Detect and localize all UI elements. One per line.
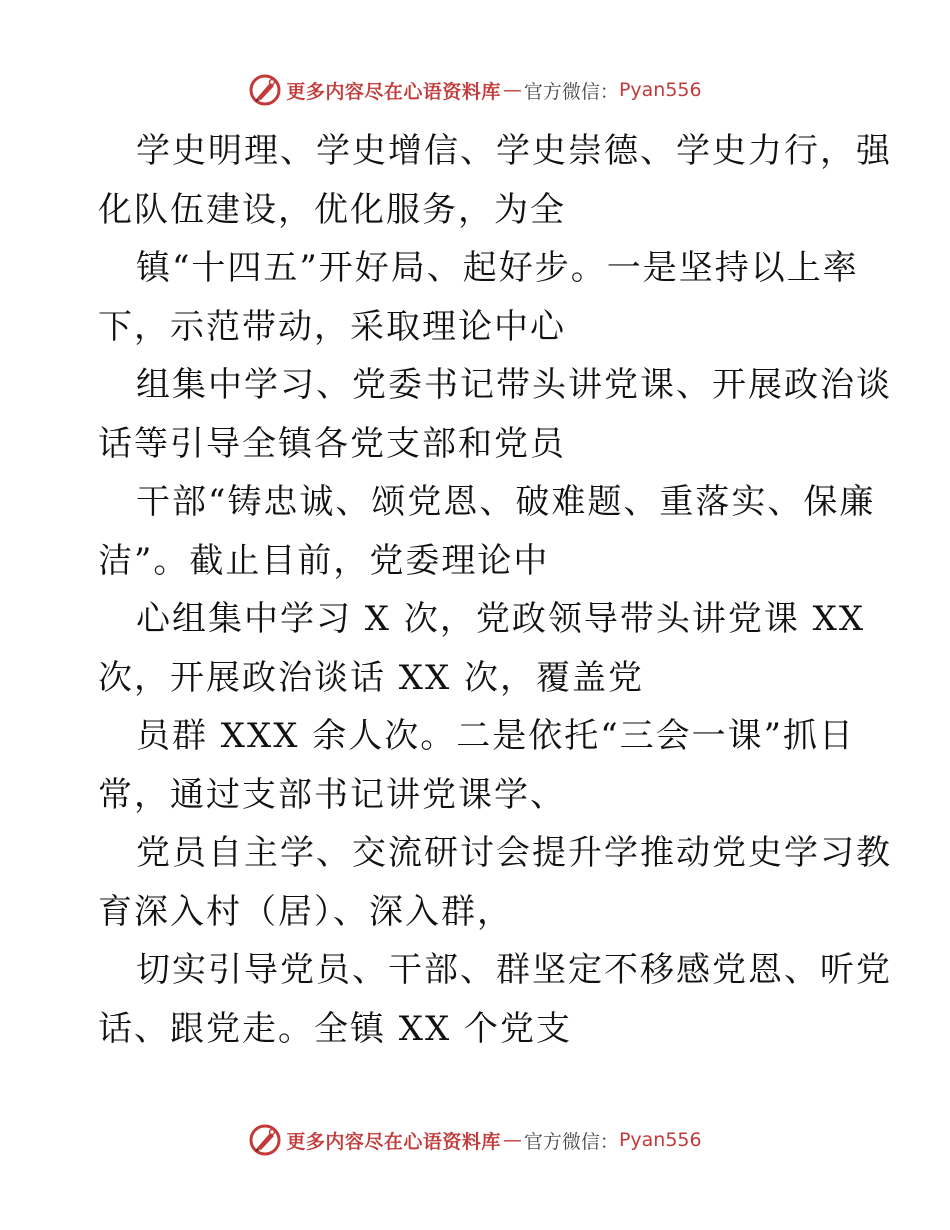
text-line: 心组集中学习 X 次，党政领导带头讲党课 XX (136, 599, 866, 639)
pen-logo-icon (248, 1123, 282, 1157)
text-line: 党员自主学、交流研讨会提升学推动党史学习教 (136, 833, 892, 873)
text-line: 化队伍建设，优化服务，为全 (98, 189, 566, 230)
text-line: 干部“铸忠诚、颂党恩、破难题、重落实、保廉 (136, 482, 876, 522)
text-line: 次，开展政治谈话 XX 次，覆盖党 (98, 657, 645, 698)
text-line: 育深入村（居）、深入群， (98, 891, 513, 932)
watermark-account: Pyan556 (618, 1129, 702, 1151)
text-line: 组集中学习、党委书记带头讲党课、开展政治谈 (136, 365, 892, 405)
text-line: 话、跟党走。全镇 XX 个党支 (98, 1008, 573, 1049)
watermark-site-text: 更多内容尽在心语资料库 (286, 1130, 501, 1153)
text-line: 常，通过支部书记讲党课学、 (98, 774, 566, 815)
text-line: 切实引导党员、干部、群坚定不移感党恩、听党 (136, 950, 892, 990)
pen-logo-icon (248, 73, 282, 107)
watermark-site-text: 更多内容尽在心语资料库 (286, 80, 501, 103)
watermark-dash: — (502, 1129, 522, 1151)
text-line: 话等引导全镇各党支部和党员 (98, 423, 566, 464)
text-line: 学史明理、学史增信、学史崇德、学史力行，强 (136, 131, 892, 171)
text-line: 员群 XXX 余人次。二是依托“三会一课”抓日 (136, 716, 855, 756)
text-line: 洁”。截止目前，党委理论中 (98, 540, 550, 581)
footer-watermark (0, 1120, 950, 1160)
document-body (98, 122, 892, 1058)
watermark-dash: — (502, 79, 522, 101)
watermark-text (286, 77, 701, 104)
header-watermark (0, 70, 950, 110)
text-line: 下，示范带动，采取理论中心 (98, 306, 566, 347)
watermark-text (286, 1127, 701, 1154)
watermark-account: Pyan556 (618, 79, 702, 101)
text-line: 镇“十四五”开好局、起好步。一是坚持以上率 (136, 248, 859, 288)
watermark-label: 官方微信： (523, 1130, 619, 1153)
watermark-label: 官方微信： (523, 80, 619, 103)
